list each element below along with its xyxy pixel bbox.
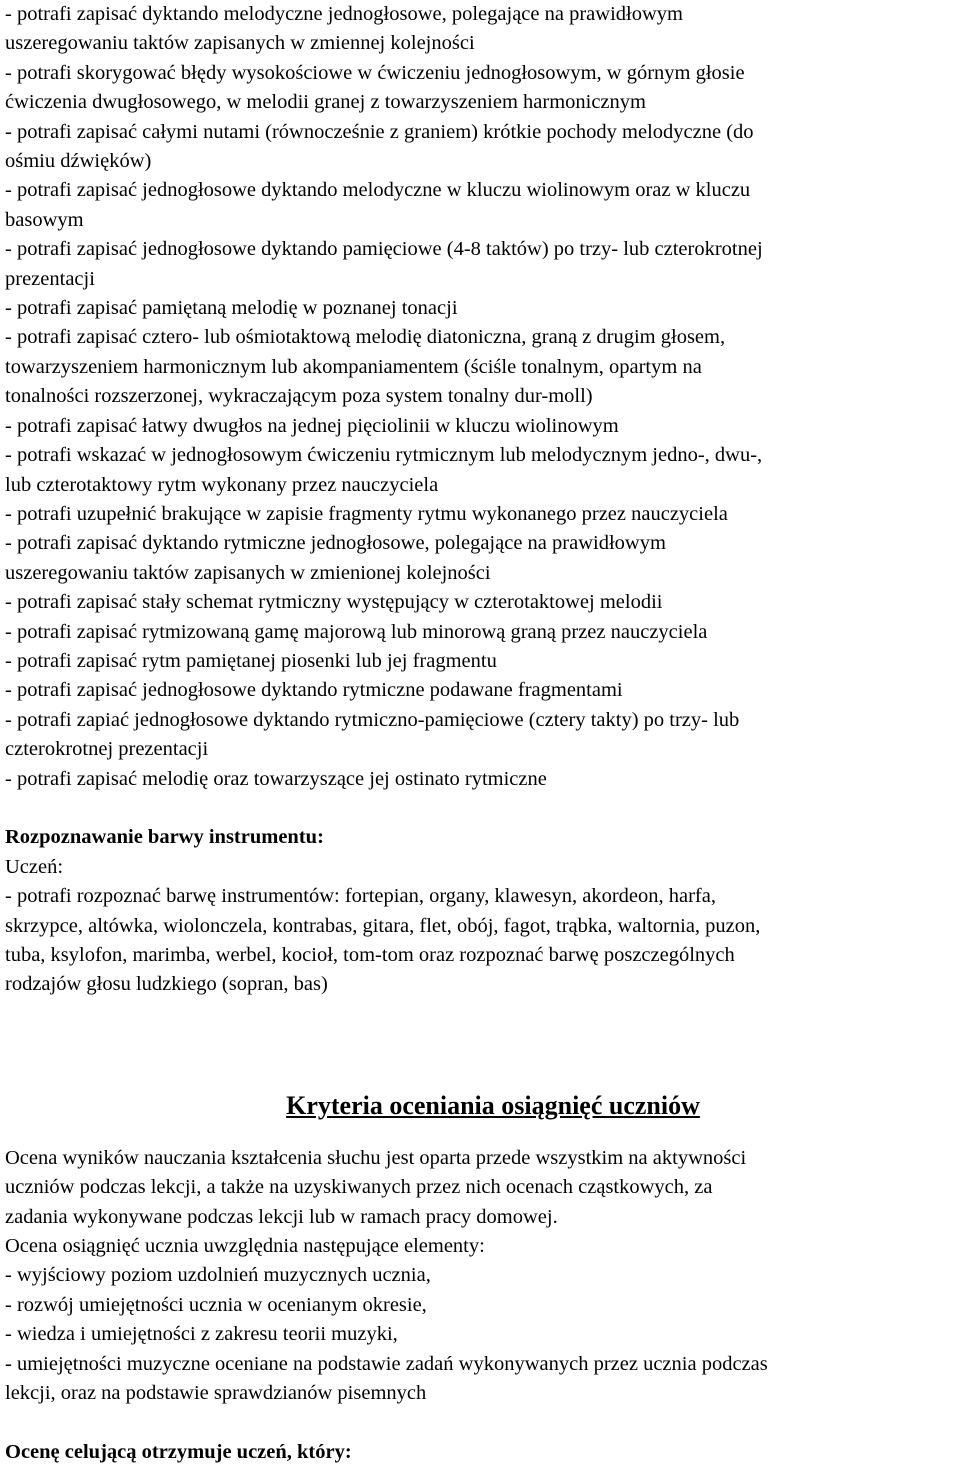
text-line: Ocena osiągnięć ucznia uwzględnia następujące elementy: [5, 1235, 485, 1258]
text-line: - potrafi zapisać stały schemat rytmiczny występujący w czterotaktowej melodii [5, 591, 663, 614]
text-line: - potrafi zapiać jednogłosowe dyktando rytmiczno-pamięciowe (cztery takty) po trzy- lub [5, 708, 740, 731]
title-container [5, 1088, 960, 1124]
text-line: - potrafi skorygować błędy wysokościowe w ćwiczeniu jednogłosowym, w górnym głosie [5, 61, 745, 84]
document-page [5, 0, 957, 1467]
text-line: Ocena wyników nauczania kształcenia słuchu jest oparta przede wszystkim na aktywności [5, 1146, 747, 1169]
text-line: - rozwój umiejętności ucznia w ocenianym okresie, [5, 1293, 427, 1316]
section-title: Kryteria oceniania osiągnięć uczniów [286, 1090, 700, 1120]
text-line: ćwiczenia dwugłosowego, w melodii granej z towarzyszeniem harmonicznym [5, 91, 646, 114]
text-line: - potrafi zapisać cztero- lub ośmiotaktową melodię diatoniczna, graną z drugim głosem, [5, 326, 726, 349]
text-line: - wiedza i umiejętności z zakresu teorii muzyki, [5, 1323, 398, 1346]
text-line: - potrafi zapisać melodię oraz towarzyszące jej ostinato rytmiczne [5, 767, 547, 790]
text-line: - wyjściowy poziom uzdolnień muzycznych ucznia, [5, 1264, 431, 1287]
text-line: prezentacji [5, 267, 95, 290]
text-line: - potrafi zapisać rytmizowaną gamę majorową lub minorową graną przez nauczyciela [5, 620, 708, 643]
text-line: - potrafi zapisać jednogłosowe dyktando pamięciowe (4-8 taktów) po trzy- lub czterokrotnej [5, 238, 763, 261]
text-line: uszeregowaniu taktów zapisanych w zmiennej kolejności [5, 32, 475, 55]
section-subheading: Uczeń: [5, 855, 64, 878]
text-line: zadania wykonywane podczas lekcji lub w ramach pracy domowej. [5, 1205, 558, 1228]
text-line: - potrafi zapisać dyktando rytmiczne jednogłosowe, polegające na prawidłowym [5, 532, 666, 555]
text-line: lekcji, oraz na podstawie sprawdzianów pisemnych [5, 1382, 427, 1405]
section-heading: Rozpoznawanie barwy instrumentu: [5, 826, 324, 849]
blank-space [5, 1124, 957, 1144]
text-line: - potrafi zapisać całymi nutami (równocześnie z graniem) krótkie pochody melodyczne (do [5, 120, 754, 143]
text-line: lub czterotaktowy rytm wykonany przez nauczyciela [5, 473, 439, 496]
grade-heading: Ocenę celującą otrzymuje uczeń, który: [5, 1440, 352, 1463]
text-line: skrzypce, altówka, wiolonczela, kontrabas, gitara, flet, obój, fagot, trąbka, waltornia, puzon, [5, 914, 761, 937]
blank-space [5, 1000, 957, 1088]
text-line: tonalności rozszerzonej, wykraczającym poza system tonalny dur-moll) [5, 385, 593, 408]
text-line: - potrafi zapisać dyktando melodyczne jednogłosowe, polegające na prawidłowym [5, 3, 683, 25]
text-line: rodzajów głosu ludzkiego (sopran, bas) [5, 973, 328, 996]
text-line: uczniów podczas lekcji, a także na uzyskiwanych przez nich ocenach cząstkowych, za [5, 1176, 713, 1199]
text-line: towarzyszeniem harmonicznym lub akompaniamentem (ściśle tonalnym, opartym na [5, 355, 702, 378]
text-line: - potrafi zapisać rytm pamiętanej piosenki lub jej fragmentu [5, 649, 497, 672]
text-line: - potrafi uzupełnić brakujące w zapisie fragmenty rytmu wykonanego przez nauczyciela [5, 502, 728, 525]
text-line: - potrafi wskazać w jednogłosowym ćwiczeniu rytmicznym lub melodycznym jedno-, dwu-, [5, 444, 763, 467]
text-line: - potrafi rozpoznać barwę instrumentów: fortepian, organy, klawesyn, akordeon, harfa, [5, 885, 716, 908]
text-line: basowym [5, 208, 84, 231]
instrument-recognition-section [5, 823, 957, 999]
text-line: - potrafi zapisać łatwy dwugłos na jednej pięciolinii w kluczu wiolinowym [5, 414, 619, 437]
text-line: czterokrotnej prezentacji [5, 738, 209, 761]
text-line: tuba, ksylofon, marimba, werbel, kocioł, tom-tom oraz rozpoznać barwę poszczególnych [5, 943, 735, 966]
text-line: ośmiu dźwięków) [5, 150, 152, 173]
text-line: - potrafi zapisać jednogłosowe dyktando melodyczne w kluczu wiolinowym oraz w kluczu [5, 179, 751, 202]
blank-line [5, 1408, 957, 1437]
text-line: - potrafi zapisać pamiętaną melodię w poznanej tonacji [5, 297, 458, 320]
skills-list [5, 0, 957, 794]
text-line: - potrafi zapisać jednogłosowe dyktando rytmiczne podawane fragmentami [5, 679, 623, 702]
text-line: - umiejętności muzyczne oceniane na podstawie zadań wykonywanych przez ucznia podczas [5, 1352, 768, 1375]
blank-line [5, 794, 957, 823]
grading-criteria-section [5, 1144, 957, 1409]
text-line: uszeregowaniu taktów zapisanych w zmienionej kolejności [5, 561, 491, 584]
